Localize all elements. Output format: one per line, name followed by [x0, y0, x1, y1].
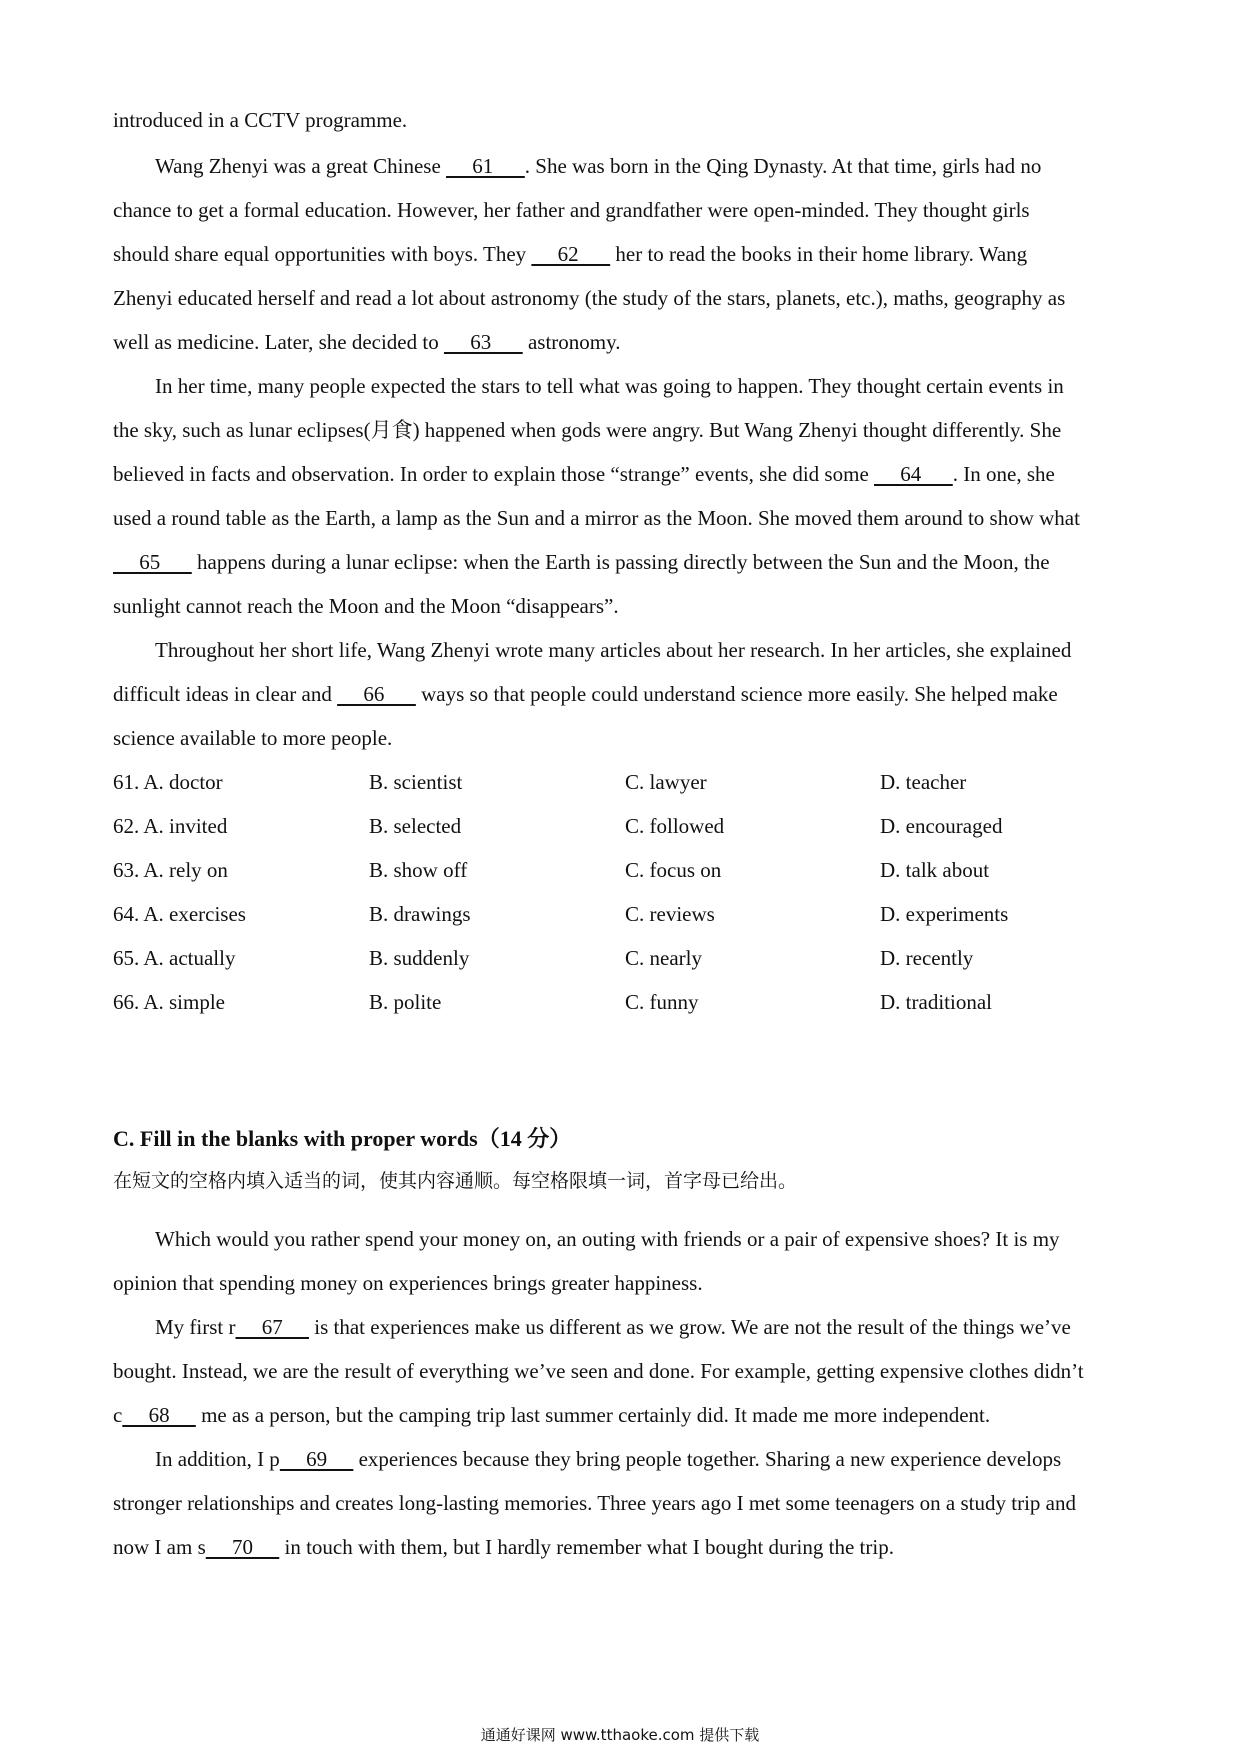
passage-line: [155, 1224, 1060, 1254]
option-d: D. encouraged: [880, 814, 1003, 838]
passage-line: [155, 635, 1071, 665]
passage-text: the sky, such as lunar eclipses(月食) happened when gods were angry. But Wang Zhenyi thought differently. She: [113, 418, 1062, 442]
passage-text: ways so that people could understand science more easily. She helped make: [415, 682, 1058, 706]
passage-line: [113, 547, 1050, 577]
passage-text: In addition, I p: [155, 1447, 280, 1471]
passage-line: [113, 459, 1055, 489]
passage-text: sunlight cannot reach the Moon and the Moon “disappears”.: [113, 594, 619, 618]
passage-line: [113, 1532, 894, 1562]
passage-text: now I am s: [113, 1535, 206, 1559]
passage-text: In her time, many people expected the stars to tell what was going to happen. They thought certain events in: [155, 374, 1064, 398]
passage-text: used a round table as the Earth, a lamp as the Sun and a mirror as the Moon. She moved them around to show what: [113, 506, 1080, 530]
passage-text: My first r: [155, 1315, 236, 1339]
blank-61: 61: [446, 154, 525, 178]
passage-text: me as a person, but the camping trip last summer certainly did. It made me more independent.: [195, 1403, 991, 1427]
passage-line: [155, 151, 1041, 181]
passage-text: Zhenyi educated herself and read a lot about astronomy (the study of the stars, planets, etc.), maths, geography as: [113, 286, 1066, 310]
passage-line: [113, 105, 407, 135]
passage-line: [113, 239, 1027, 269]
option-a: 61. A. doctor: [113, 770, 223, 794]
passage-text: is that experiences make us different as we grow. We are not the result of the things we’ve: [309, 1315, 1071, 1339]
page-footer: 通通好课网 www.tthaoke.com 提供下载: [480, 1726, 760, 1744]
passage-line: [113, 679, 1058, 709]
blank-65: 65: [113, 550, 192, 574]
blank-66: 66: [337, 682, 416, 706]
passage-line: [113, 195, 1030, 225]
option-b: B. scientist: [369, 770, 463, 794]
passage-text: stronger relationships and creates long-lasting memories. Three years ago I met some teenagers on a study trip and: [113, 1491, 1076, 1515]
blank-67: 67: [235, 1315, 309, 1339]
blank-63: 63: [443, 330, 523, 354]
passage-text: . She was born in the Qing Dynasty. At that time, girls had no: [524, 154, 1042, 178]
option-a: 64. A. exercises: [113, 902, 246, 926]
option-c: C. funny: [625, 990, 699, 1014]
option-d: D. recently: [880, 946, 974, 970]
passage-line: [113, 591, 619, 621]
passage-line: [113, 1356, 1084, 1386]
section-instruction: 在短文的空格内填入适当的词，使其内容通顺。每空格限填一词，首字母已给出。: [113, 1170, 798, 1192]
option-a: 66. A. simple: [113, 990, 226, 1014]
blank-69: 69: [279, 1447, 354, 1471]
option-d: D. traditional: [880, 990, 992, 1014]
passage-line: [113, 415, 1061, 445]
option-b: B. show off: [369, 858, 468, 882]
blank-64: 64: [874, 462, 953, 486]
passage-text: experiences because they bring people together. Sharing a new experience develops: [353, 1447, 1062, 1471]
passage-text: her to read the books in their home library. Wang: [610, 242, 1028, 266]
passage-line: [113, 723, 392, 753]
option-d: D. teacher: [880, 770, 967, 794]
passage-text: astronomy.: [522, 330, 621, 354]
blank-70: 70: [205, 1535, 280, 1559]
passage-text: Throughout her short life, Wang Zhenyi wrote many articles about her research. In her articles, she explained: [155, 638, 1072, 662]
passage-text: c: [113, 1403, 123, 1427]
passage-text: bought. Instead, we are the result of everything we’ve seen and done. For example, getting expensive clothes didn’t: [113, 1359, 1084, 1383]
option-c: C. nearly: [625, 946, 702, 970]
passage-text: should share equal opportunities with boys. They: [113, 242, 532, 266]
option-b: B. polite: [369, 990, 442, 1014]
section-heading: C. Fill in the blanks with proper words（14 分）: [113, 1126, 572, 1151]
option-b: B. suddenly: [369, 946, 470, 970]
passage-text: in touch with them, but I hardly remember what I bought during the trip.: [279, 1535, 894, 1559]
blank-62: 62: [531, 242, 611, 266]
passage-line: [113, 1400, 990, 1430]
option-a: 65. A. actually: [113, 946, 236, 970]
option-c: C. lawyer: [625, 770, 707, 794]
option-b: B. selected: [369, 814, 462, 838]
option-c: C. focus on: [625, 858, 722, 882]
passage-text: introduced in a CCTV programme.: [113, 108, 408, 132]
passage-line: [113, 1268, 703, 1298]
passage-line: [113, 503, 1080, 533]
passage-text: science available to more people.: [113, 726, 393, 750]
option-a: 62. A. invited: [113, 814, 228, 838]
option-d: D. experiments: [880, 902, 1009, 926]
passage-line: [155, 371, 1064, 401]
passage-text: happens during a lunar eclipse: when the Earth is passing directly between the Sun and the Moon, the: [191, 550, 1050, 574]
passage-line: [113, 283, 1065, 313]
passage-text: . In one, she: [952, 462, 1055, 486]
passage-line: [155, 1444, 1061, 1474]
passage-text: difficult ideas in clear and: [113, 682, 338, 706]
passage-text: believed in facts and observation. In order to explain those “strange” events, she did some: [113, 462, 875, 486]
passage-line: [155, 1312, 1071, 1342]
passage-text: well as medicine. Later, she decided to: [113, 330, 444, 354]
option-c: C. followed: [625, 814, 725, 838]
passage-text: chance to get a formal education. However, her father and grandfather were open-minded. They thought girls: [113, 198, 1030, 222]
blank-68: 68: [122, 1403, 196, 1427]
option-c: C. reviews: [625, 902, 715, 926]
option-d: D. talk about: [880, 858, 990, 882]
passage-line: [113, 1488, 1076, 1518]
option-b: B. drawings: [369, 902, 471, 926]
passage-text: opinion that spending money on experiences brings greater happiness.: [113, 1271, 703, 1295]
passage-text: Which would you rather spend your money on, an outing with friends or a pair of expensive shoes? It is my: [155, 1227, 1060, 1251]
passage-line: [113, 327, 621, 357]
passage-text: Wang Zhenyi was a great Chinese: [155, 154, 447, 178]
option-a: 63. A. rely on: [113, 858, 228, 882]
